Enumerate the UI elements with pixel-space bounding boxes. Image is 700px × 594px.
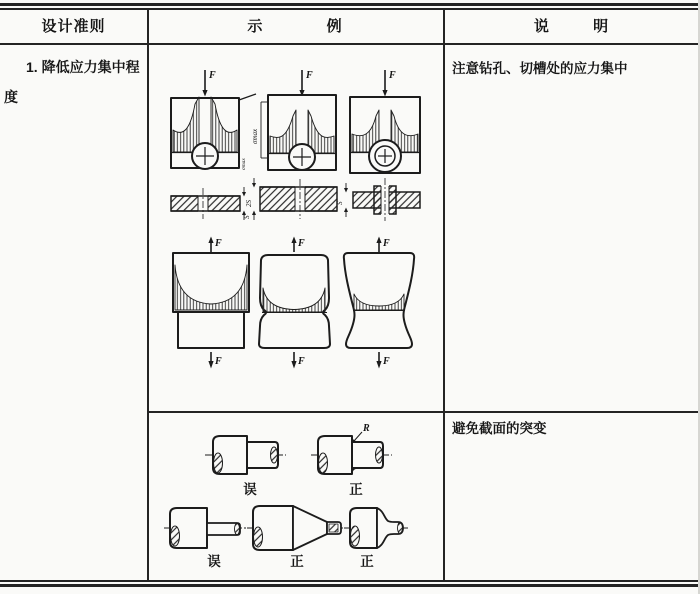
thickness-s-label: S [336,201,344,205]
leader-line [354,432,362,441]
header-example: 示 例 [247,18,343,35]
sigma-max-label: σmax [251,128,259,144]
sigma-max-label: σmax [241,158,247,170]
section-end-icon [235,524,240,535]
force-arrow-icon [376,237,381,244]
criterion-text-line1: 1. 降低应力集中程 [26,59,140,75]
force-arrow-icon [291,237,296,244]
section-end-icon [329,524,338,532]
cone-transition [293,506,327,550]
cross-section-strip-3 [336,178,420,221]
force-arrow-icon [202,90,207,97]
stress-concentration-diagram [147,60,443,411]
shaft-transition-diagram [147,412,443,580]
thickness-s-label: S [243,215,251,219]
correct-label: 正 [360,554,374,569]
shaft-abrupt-change-wrong [164,508,248,569]
force-label: F [215,356,222,367]
force-label: F [298,356,305,367]
wrong-label: 误 [243,482,257,497]
section-end-icon [376,447,383,463]
cross-section-strip-2 [245,178,337,220]
tension-specimen-2 [259,237,330,369]
force-label: F [298,238,305,249]
table-bottom-rule-outer [0,584,700,587]
thickness-2s-label: 2S [245,200,253,207]
force-arrow-icon [208,237,213,244]
section-end-icon [351,526,360,546]
table-top-rule-outer [0,3,700,6]
plate-with-hole-2 [268,70,336,170]
section-end-icon [271,447,278,463]
force-arrow-icon [208,361,213,369]
table-bottom-rule-inner [0,580,700,582]
correct-label: 正 [349,482,363,497]
section-end-icon [171,526,180,546]
force-label: F [383,238,390,249]
radius-label: R [363,423,370,434]
force-label: F [209,70,216,81]
explanation-stress-holes: 注意钻孔、切槽处的应力集中 [452,61,628,76]
shaft-sharp-step-wrong [205,436,286,497]
force-label: F [215,238,222,249]
plate-with-hole-3 [350,70,420,173]
force-arrow-icon [376,361,381,369]
force-label: F [389,70,396,81]
header-explanation: 说 明 [533,18,610,35]
header-design-criteria: 设计准则 [41,18,106,35]
force-label: F [383,356,390,367]
section-end-icon [398,523,403,534]
section-end-icon [214,453,223,473]
force-label: F [306,70,313,81]
force-arrow-icon [291,361,296,369]
shaft-curve-correct [344,508,409,569]
section-end-icon [254,527,263,547]
criterion-text-line2: 度 [4,89,18,105]
explanation-section-change: 避免截面的突变 [452,421,547,436]
sigma-max-dimension [251,102,269,158]
header-separator-rule [0,43,700,45]
wrong-label: 误 [207,554,221,569]
plate-with-hole-1 [171,70,256,170]
column-divider-2 [443,10,445,581]
force-arrow-icon [382,90,387,97]
tension-specimen-3 [344,237,414,369]
cross-section-strip-1 [171,187,251,220]
tension-specimen-1 [173,237,249,369]
table-top-rule-inner [0,8,700,10]
shaft-fillet-correct [311,423,392,497]
shaft-cone-correct [247,506,345,569]
section-end-icon [319,453,328,473]
correct-label: 正 [290,554,304,569]
